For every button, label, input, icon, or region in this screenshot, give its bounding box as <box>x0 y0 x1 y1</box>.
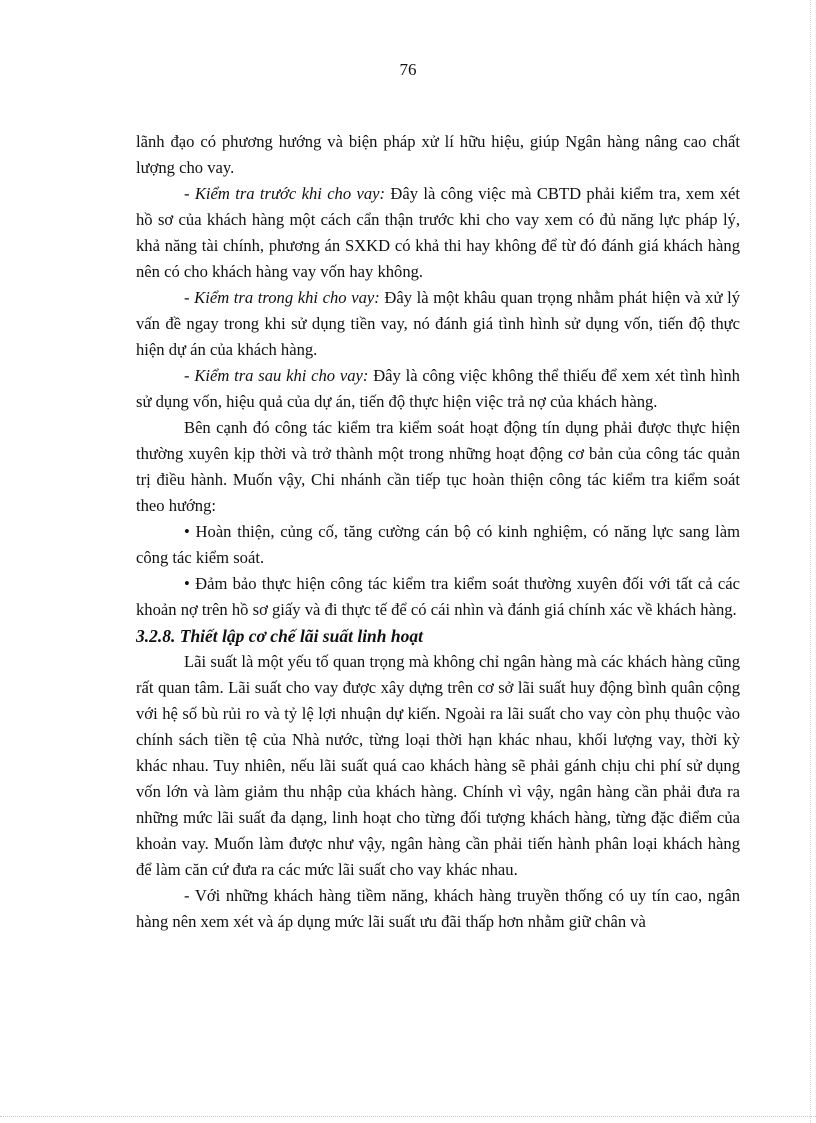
paragraph: - Với những khách hàng tiềm năng, khách hàng truyền thống có uy tín cao, ngân hàng nên xem xét và áp dụng mức lãi suất ưu đãi thấp hơn nhằm giữ chân và <box>136 886 740 931</box>
paragraph-check-before-loan <box>136 181 740 285</box>
term-label: Kiểm tra trước khi cho vay: <box>194 184 386 203</box>
list-dash: - <box>184 288 195 307</box>
bullet-item: • Hoàn thiện, củng cố, tăng cường cán bộ có kinh nghiệm, có năng lực sang làm công tác kiểm soát. <box>136 522 740 567</box>
section-heading: 3.2.8. Thiết lập cơ chế lãi suất linh hoạt <box>136 626 423 646</box>
term-label: Kiểm tra sau khi cho vay: <box>194 366 369 385</box>
term-text: Đây là công việc không thể thiếu để xem xét tình hình sử dụng vốn, hiệu quả của dự án, tiến độ thực hiện việc trả nợ của khách hàng. <box>136 366 740 411</box>
term-label: Kiểm tra trong khi cho vay: <box>194 288 380 307</box>
paragraph-check-during-loan <box>136 285 740 363</box>
paragraph-check-after-loan <box>136 363 740 415</box>
term-text: Đây là một khâu quan trọng nhằm phát hiện và xử lý vấn đề ngay trong khi sử dụng tiền vay, nó đánh giá tình hình sử dụng vốn, tiến độ thực hiện dự án của khách hàng. <box>136 288 740 359</box>
paragraph: lãnh đạo có phương hướng và biện pháp xử lí hữu hiệu, giúp Ngân hàng nâng cao chất lượng cho vay. <box>136 132 740 177</box>
paragraph: Lãi suất là một yếu tố quan trọng mà không chỉ ngân hàng mà các khách hàng cũng rất quan tâm. Lãi suất cho vay được xây dựng trên cơ sở lãi suất huy động bình quân cộng với hệ số bù rủi ro và tỷ lệ lợi nhuận dự kiến. Ngoài ra lãi suất cho vay còn phụ thuộc vào chính sách tiền tệ của Nhà nước, từng loại thời hạn khác nhau, khối lượng vay, thời kỳ khác nhau. Tuy nhiên, nếu lãi suất quá cao khách hàng sẽ phải gánh chịu chi phí sử dụng vốn lớn và làm giảm thu nhập của khách hàng. Chính vì vậy, ngân hàng cần phải đưa ra những mức lãi suất đa dạng, linh hoạt cho từng đối tượng khách hàng, từng đặc điểm của khoản vay. Muốn làm được như vậy, ngân hàng cần phải tiến hành phân loại khách hàng để làm căn cứ đưa ra các mức lãi suất cho vay khác nhau. <box>136 652 740 879</box>
page-number: 76 <box>399 60 417 79</box>
list-dash: - <box>184 184 195 203</box>
bullet-item: • Đảm bảo thực hiện công tác kiểm tra kiểm soát thường xuyên đối với tất cả các khoản nợ trên hồ sơ giấy và đi thực tế để có cái nhìn và đánh giá chính xác về khách hàng. <box>136 574 740 619</box>
term-text: Đây là công việc mà CBTD phải kiểm tra, xem xét hồ sơ của khách hàng một cách cẩn thận trước khi cho vay xem có đủ năng lực pháp lý, khả năng tài chính, phương án SXKD có khả thi hay không để từ đó đánh giá khách hàng nên có cho khách hàng vay vốn hay không. <box>136 184 740 281</box>
list-dash: - <box>184 366 195 385</box>
paragraph: Bên cạnh đó công tác kiểm tra kiểm soát hoạt động tín dụng phải được thực hiện thường xuyên kịp thời và trở thành một trong những hoạt động cơ bản của công tác quản trị điều hành. Muốn vậy, Chi nhánh cần tiếp tục hoàn thiện công tác kiểm tra kiểm soát theo hướng: <box>136 418 740 515</box>
document-body <box>136 129 740 935</box>
page-bottom-dotted <box>0 1116 816 1117</box>
page-edge-dotted <box>810 0 811 1123</box>
